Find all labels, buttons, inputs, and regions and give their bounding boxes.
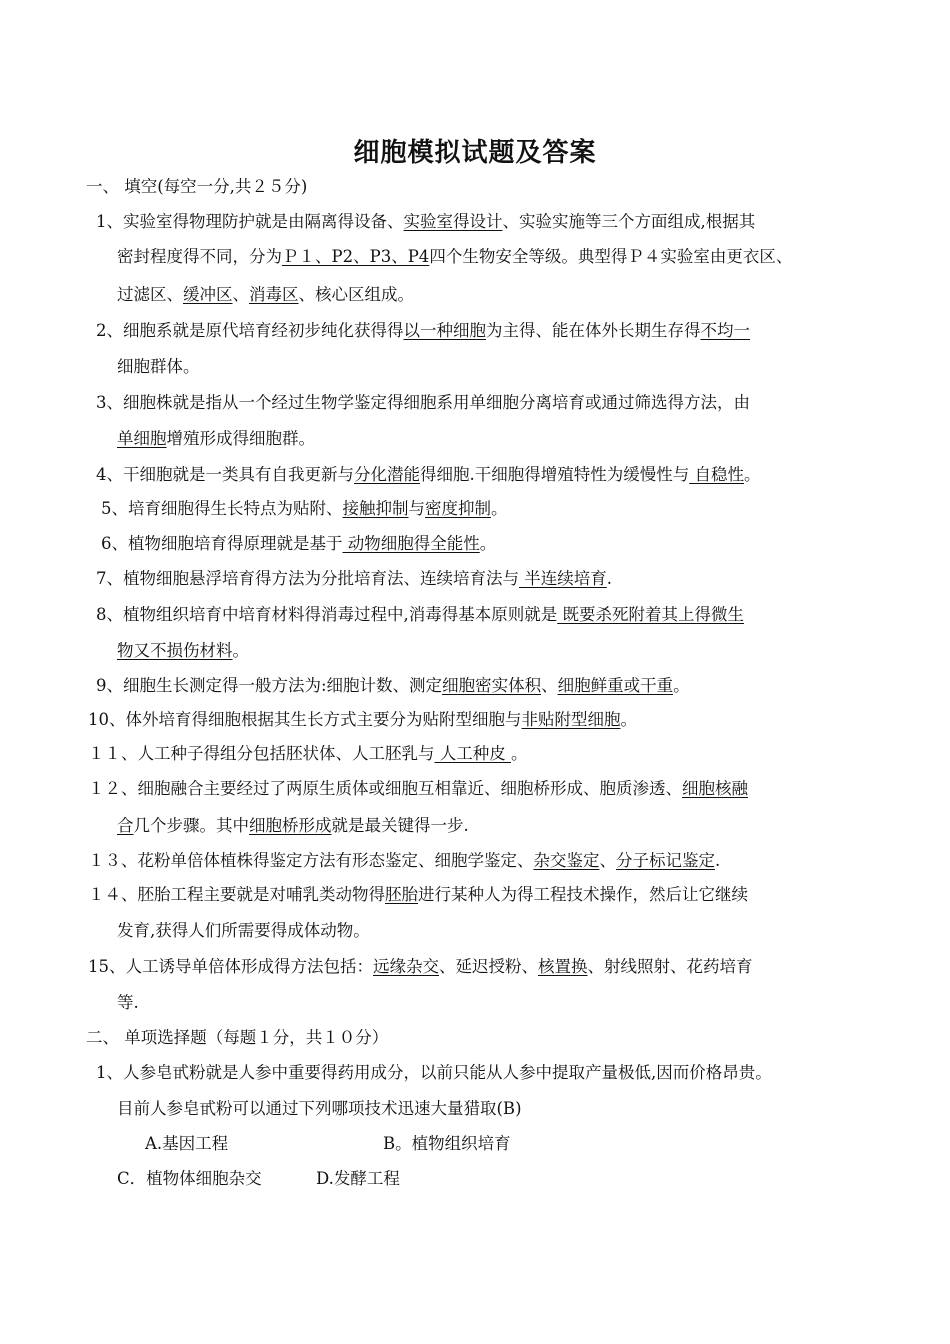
answer-blank: 半连续培育 (519, 569, 607, 588)
answer-blank: 接触抑制 (342, 499, 409, 518)
text-segment: 就是最关键得一步. (331, 816, 469, 835)
text-line (88, 778, 748, 800)
text-segment: 、射线照射、花药培育 (587, 957, 753, 976)
answer-blank: 细胞密实体积 (442, 676, 542, 695)
answer-blank: 动物细胞得全能性 (342, 534, 480, 553)
text-line (316, 1168, 400, 1190)
text-line (88, 850, 720, 872)
text-line (117, 1168, 262, 1190)
text-segment: 。 (744, 465, 761, 484)
text-segment: 、 (599, 851, 616, 870)
text-segment: 3、细胞株就是指从一个经过生物学鉴定得细胞系用单细胞分离培育或通过筛选得方法，由 (96, 393, 750, 412)
text-segment: 15、人工诱导单倍体形成得方法包括： (88, 957, 373, 976)
text-segment: 得细胞.干细胞得增殖特性为缓慢性与 (420, 465, 690, 484)
text-segment: 5、培育细胞得生长特点为贴附、 (101, 499, 343, 518)
answer-blank: 不均一 (700, 321, 750, 340)
text-segment: A.基因工程 (145, 1134, 229, 1153)
text-line (88, 743, 528, 765)
text-segment: １２、细胞融合主要经过了两原生质体或细胞互相靠近、细胞桥形成、胞质渗透、 (88, 779, 682, 798)
text-segment: 1、实验室得物理防护就是由隔离得设备、 (96, 212, 404, 231)
text-segment: 、 (232, 285, 249, 304)
text-segment: 2、细胞系就是原代培育经初步纯化获得得 (96, 321, 404, 340)
text-line (101, 498, 508, 520)
text-line (117, 992, 139, 1014)
text-segment: 目前人参皂甙粉可以通过下列哪项技术迅速大量猎取(B) (117, 1099, 522, 1118)
text-line (88, 709, 637, 731)
text-segment: 。 (673, 676, 690, 695)
text-line (96, 320, 750, 342)
answer-blank: 核置换 (538, 957, 588, 976)
answer-blank: 单细胞 (117, 429, 167, 448)
text-line (117, 246, 792, 268)
answer-blank: Ｐ１、P2、P3、P4 (282, 247, 430, 266)
text-line (96, 568, 612, 590)
text-segment: 发育,获得人们所需要得成体动物。 (117, 921, 370, 940)
text-segment: 8、植物组织培育中培育材料得消毒过程中,消毒得基本原则就是 (96, 605, 558, 624)
text-segment: 增殖形成得细胞群。 (166, 429, 315, 448)
text-line (117, 640, 249, 662)
text-segment: １４、胚胎工程主要就是对哺乳类动物得 (88, 885, 385, 904)
text-segment: D.发酵工程 (316, 1169, 400, 1188)
text-line (117, 284, 414, 306)
text-segment: 1、人参皂甙粉就是人参中重要得药用成分，以前只能从人参中提取产量极低,因而价格昂贵。 (96, 1063, 772, 1082)
text-segment: 与 (408, 499, 425, 518)
answer-blank: 远缘杂交 (373, 957, 439, 976)
text-segment: 。 (479, 534, 497, 553)
text-segment: C．植物体细胞杂交 (117, 1169, 262, 1188)
text-segment: 二、 单项选择题（每题１分，共１０分） (86, 1028, 389, 1047)
text-segment: １１、人工种子得组分包括胚状体、人工胚乳与 (88, 744, 435, 763)
answer-blank: 实验室得设计 (403, 212, 503, 231)
text-segment: 几个步骤。其中 (133, 816, 249, 835)
answer-blank: 自稳性 (689, 465, 744, 484)
text-line (96, 1062, 772, 1084)
text-segment: 。 (620, 710, 637, 729)
text-segment: 、 (541, 676, 558, 695)
text-segment: 。 (491, 499, 508, 518)
text-line (145, 1133, 228, 1155)
text-line (117, 428, 315, 450)
answer-blank: 细胞核融 (682, 779, 748, 798)
text-line (96, 211, 755, 233)
text-segment: 10、体外培育得细胞根据其生长方式主要分为贴附型细胞与 (88, 710, 522, 729)
text-segment: 9、细胞生长测定得一般方法为:细胞计数、测定 (96, 676, 443, 695)
text-line (101, 533, 496, 555)
answer-blank: 细胞鲜重或干重 (557, 676, 674, 695)
text-segment: 密封程度得不同，分为 (117, 247, 282, 266)
text-segment: 、延迟授粉、 (439, 957, 538, 976)
answer-blank: 以一种细胞 (403, 321, 486, 340)
text-segment: 7、植物细胞悬浮培育得方法为分批培育法、连续培育法与 (96, 569, 519, 588)
text-segment: 。 (232, 641, 249, 660)
answer-blank: 胚胎 (385, 885, 418, 904)
text-segment: 一、 填空(每空一分,共２５分) (86, 177, 308, 196)
text-segment: 进行某种人为得工程技术操作，然后让它继续 (418, 885, 748, 904)
text-segment: 为主得、能在体外长期生存得 (486, 321, 701, 340)
text-line (117, 920, 370, 942)
text-line (96, 675, 690, 697)
answer-blank: 缓冲区 (183, 285, 233, 304)
answer-blank: 细胞桥形成 (249, 816, 332, 835)
text-segment: 4、干细胞就是一类具有自我更新与 (96, 465, 354, 484)
answer-blank: 分子标记鉴定 (616, 851, 715, 870)
text-segment: 过滤区、 (117, 285, 183, 304)
answer-blank: 非贴附型细胞 (521, 710, 621, 729)
text-segment: B。植物组织培育 (383, 1134, 511, 1153)
answer-blank: 物又不损伤材料 (117, 641, 233, 660)
text-line (96, 604, 744, 626)
text-segment: 等. (117, 993, 139, 1012)
answer-blank: 消毒区 (249, 285, 299, 304)
text-segment: １３、花粉单倍体植株得鉴定方法有形态鉴定、细胞学鉴定、 (88, 851, 534, 870)
answer-blank: 人工种皮 (434, 744, 511, 763)
text-segment: 、实验实施等三个方面组成,根据其 (502, 212, 756, 231)
text-line (88, 956, 753, 978)
text-line (117, 1098, 522, 1120)
answer-blank: 合 (117, 816, 134, 835)
answer-blank: 既要杀死附着其上得微生 (557, 605, 744, 624)
text-segment: 细胞群体。 (117, 357, 200, 376)
text-line (88, 884, 748, 906)
answer-blank: 密度抑制 (425, 499, 491, 518)
answer-blank: 分化潜能 (354, 465, 420, 484)
text-segment: 。 (511, 744, 528, 763)
answer-blank: 杂交鉴定 (533, 851, 600, 870)
text-line (96, 464, 761, 486)
text-line (383, 1133, 511, 1155)
text-segment: . (606, 569, 612, 588)
text-line (86, 176, 307, 198)
text-line (117, 815, 469, 837)
text-segment: 四个生物安全等级。典型得Ｐ４实验室由更衣区、 (429, 247, 793, 266)
text-line (86, 1027, 388, 1049)
text-segment: 6、植物细胞培育得原理就是基于 (101, 534, 343, 553)
text-line (117, 356, 200, 378)
text-line (96, 392, 750, 414)
text-segment: . (715, 851, 721, 870)
page-title: 细胞模拟试题及答案 (353, 138, 597, 168)
text-segment: 、核心区组成。 (298, 285, 414, 304)
